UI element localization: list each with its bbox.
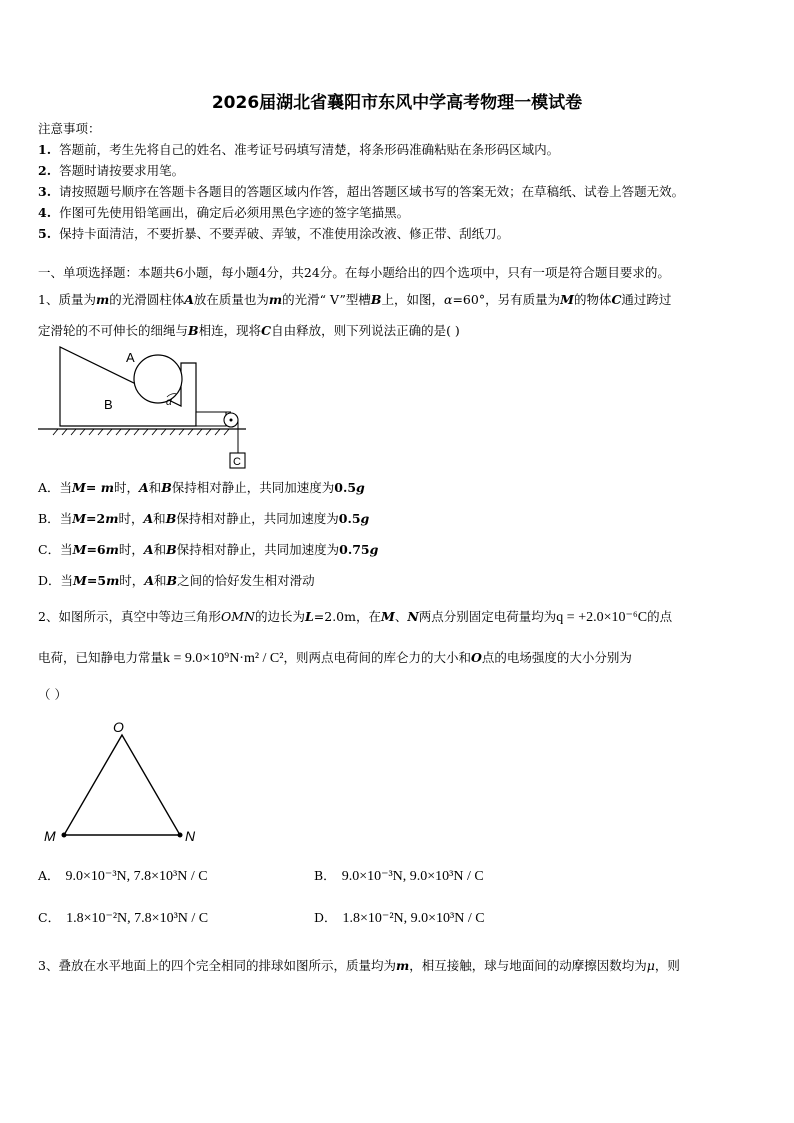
notice-text: 作图可先使用铅笔画出，确定后必须用黑色字迹的签字笔描黑。 [59, 205, 410, 220]
var-B: B [161, 480, 172, 495]
text: 当 [59, 480, 73, 495]
notice-text: 请按照题号顺序在答题卡各题目的答题区域内作答，超出答题区域书写的答案无效；在草稿纸、试卷上答题无效。 [59, 184, 685, 199]
notice-text: 答题前，考生先将自己的姓名、准考证号码填写清楚，将条形码准确粘贴在条形码区域内。 [59, 142, 560, 157]
text: 电荷，已知静电力常量 [38, 650, 164, 665]
text: 定滑轮的不可伸长的细绳与 [38, 323, 189, 338]
text: 和 [154, 573, 167, 588]
text: 自由释放，则下列说法正确的是( ) [271, 323, 460, 338]
label-alpha: α [166, 397, 172, 408]
q2-option-c[interactable] [38, 910, 208, 927]
text: 相连，现将 [198, 323, 262, 338]
notice-num: 2. [38, 163, 52, 178]
option-letter: B． [314, 868, 336, 883]
var-g: g [369, 542, 379, 557]
notice-num: 4. [38, 205, 52, 220]
var-B: B [166, 573, 178, 588]
q1-option-c[interactable] [38, 542, 378, 558]
charge-formula: q = +2.0×10⁻⁶C [556, 610, 648, 625]
var-B: B [165, 511, 177, 526]
notice-num: 3. [38, 184, 52, 199]
var-g: g [356, 480, 365, 495]
var-A: A [144, 573, 155, 588]
text: 时， [119, 573, 145, 588]
option-letter: C． [38, 910, 61, 925]
var-m: m [106, 573, 120, 588]
var-M: M [72, 480, 86, 495]
var-L: L [304, 609, 314, 624]
notice-item-2 [38, 163, 184, 179]
text: 3、叠放在水平地面上的四个完全相同的排球如图所示，质量均为 [38, 958, 396, 973]
var-M: M [72, 511, 87, 526]
var-m: m [395, 958, 410, 973]
option-letter: A． [38, 868, 60, 883]
q2-option-b[interactable] [314, 868, 484, 885]
option-value: 1.8×10⁻²N, 7.8×10³N / C [66, 911, 209, 926]
page-title: 2026届湖北省襄阳市东风中学高考物理一模试卷 [211, 93, 583, 113]
text: ，则 [654, 958, 680, 973]
point-M [62, 833, 67, 838]
notice-item-5 [38, 226, 509, 242]
text: 的光滑“ V”型槽 [282, 292, 371, 307]
notice-item-3 [38, 184, 684, 200]
triangle-OMN [64, 735, 180, 835]
notice-heading: 注意事项： [38, 121, 101, 136]
pulley-shelf [196, 412, 226, 426]
q2-option-a[interactable] [38, 868, 208, 885]
pulley-axle [230, 419, 233, 422]
var-N: N [407, 609, 419, 624]
text: 点的电场强度的大小分别为 [481, 650, 632, 665]
text: 通过跨过 [621, 292, 672, 307]
label-N: N [185, 828, 196, 844]
notice-item-1 [38, 142, 559, 158]
label-O: O [113, 719, 124, 735]
option-letter: D． [38, 573, 61, 588]
text: 2、如图所示，真空中等边三角形 [38, 609, 221, 624]
text: 、 [394, 609, 408, 624]
text: 的光滑圆柱体 [109, 292, 185, 307]
q1-figure [36, 340, 266, 475]
var-m: m [95, 292, 110, 307]
q2-stem-line1 [38, 609, 672, 626]
var-M: M [72, 542, 87, 557]
var-M: M [73, 573, 87, 588]
text: 当 [60, 542, 73, 557]
q3-stem-line1 [38, 958, 680, 974]
q2-figure [40, 718, 210, 848]
text: 放在质量也为 [193, 292, 269, 307]
constant-formula: k = 9.0×10⁹N·m² / C² [163, 651, 284, 666]
var-m: m [100, 480, 114, 495]
var-g: g [360, 511, 370, 526]
text: =5 [86, 573, 107, 588]
text: 的点 [647, 609, 673, 624]
option-value: 9.0×10⁻³N, 7.8×10³N / C [65, 869, 208, 884]
var-A: A [184, 292, 194, 307]
value: 0.75 [339, 542, 370, 557]
notice-item-4 [38, 205, 409, 221]
var-m: m [105, 511, 119, 526]
text: 和 [153, 542, 167, 557]
var-M: M [380, 609, 395, 624]
option-letter: C． [38, 542, 61, 557]
value: 0.5 [334, 480, 357, 495]
text: 当 [60, 573, 74, 588]
var-m: m [268, 292, 283, 307]
text: 保持相对静止，共同加速度为 [176, 511, 339, 526]
text: =6 [86, 542, 106, 557]
q1-option-a[interactable] [38, 480, 365, 496]
text: ，则两点电荷间的库仑力的大小和 [283, 650, 471, 665]
option-letter: B． [38, 511, 60, 526]
label-B: B [104, 397, 113, 412]
value: 0.5 [338, 511, 361, 526]
text: 和 [153, 511, 166, 526]
var-m: m [105, 542, 119, 557]
text: = [85, 480, 101, 495]
label-M: M [44, 828, 56, 844]
text: ，相互接触，球与地面间的动摩擦因数均为 [409, 958, 647, 973]
q1-stem-line2 [38, 323, 460, 339]
text: 当 [59, 511, 73, 526]
text: 时， [118, 542, 144, 557]
option-value: 1.8×10⁻²N, 9.0×10³N / C [342, 911, 485, 926]
q1-stem-line1 [38, 292, 671, 308]
notice-text: 保持卡面清洁，不要折暴、不要弄破、弄皱，不准使用涂改液、修正带、刮纸刀。 [59, 226, 510, 241]
var-O: O [471, 650, 482, 665]
text: 的物体 [573, 292, 612, 307]
label-C: C [233, 456, 241, 468]
q2-option-d[interactable] [314, 910, 485, 927]
ground-hatch [53, 429, 229, 435]
notice-num: 1. [38, 142, 52, 157]
q2-stem-line2 [38, 650, 632, 667]
var-M: M [560, 292, 574, 307]
notice-num: 5. [38, 226, 52, 241]
var-B: B [370, 292, 382, 307]
text: =2.0m，在 [313, 609, 381, 624]
text: 两点分别固定电荷量均为 [418, 609, 557, 624]
text: 上，如图， [381, 292, 444, 307]
var-B: B [166, 542, 177, 557]
var-B: B [188, 323, 199, 338]
var-mu: μ [646, 958, 655, 973]
var-C: C [611, 292, 622, 307]
cylinder-A [134, 355, 182, 403]
text: =60°，另有质量为 [452, 292, 561, 307]
text: 保持相对静止，共同加速度为 [176, 542, 340, 557]
q1-option-d[interactable] [38, 573, 315, 589]
text: 之间的恰好发生相对滑动 [177, 573, 315, 588]
q1-option-b[interactable] [38, 511, 369, 527]
text: =2 [86, 511, 106, 526]
option-value: 9.0×10⁻³N, 9.0×10³N / C [341, 869, 484, 884]
option-letter: D． [314, 910, 337, 925]
text: 时， [118, 511, 144, 526]
text: 保持相对静止，共同加速度为 [171, 480, 335, 495]
var-OMN: OMN [220, 609, 255, 624]
section-heading: 一、单项选择题：本题共6小题，每小题4分，共24分。在每小题给出的四个选项中，只有一项是符合题目要求的。 [38, 265, 670, 280]
text: 和 [148, 480, 162, 495]
label-A: A [126, 350, 135, 365]
point-N [178, 833, 183, 838]
text: 的边长为 [254, 609, 305, 624]
text: 1、质量为 [38, 292, 96, 307]
var-C: C [261, 323, 272, 338]
var-alpha: α [444, 292, 453, 307]
notice-text: 答题时请按要求用笔。 [59, 163, 185, 178]
var-A: A [143, 511, 154, 526]
var-A: A [138, 480, 149, 495]
q2-answer-blank: （ ） [38, 687, 67, 702]
text: 时， [113, 480, 139, 495]
var-A: A [143, 542, 154, 557]
option-letter: A． [38, 480, 60, 495]
